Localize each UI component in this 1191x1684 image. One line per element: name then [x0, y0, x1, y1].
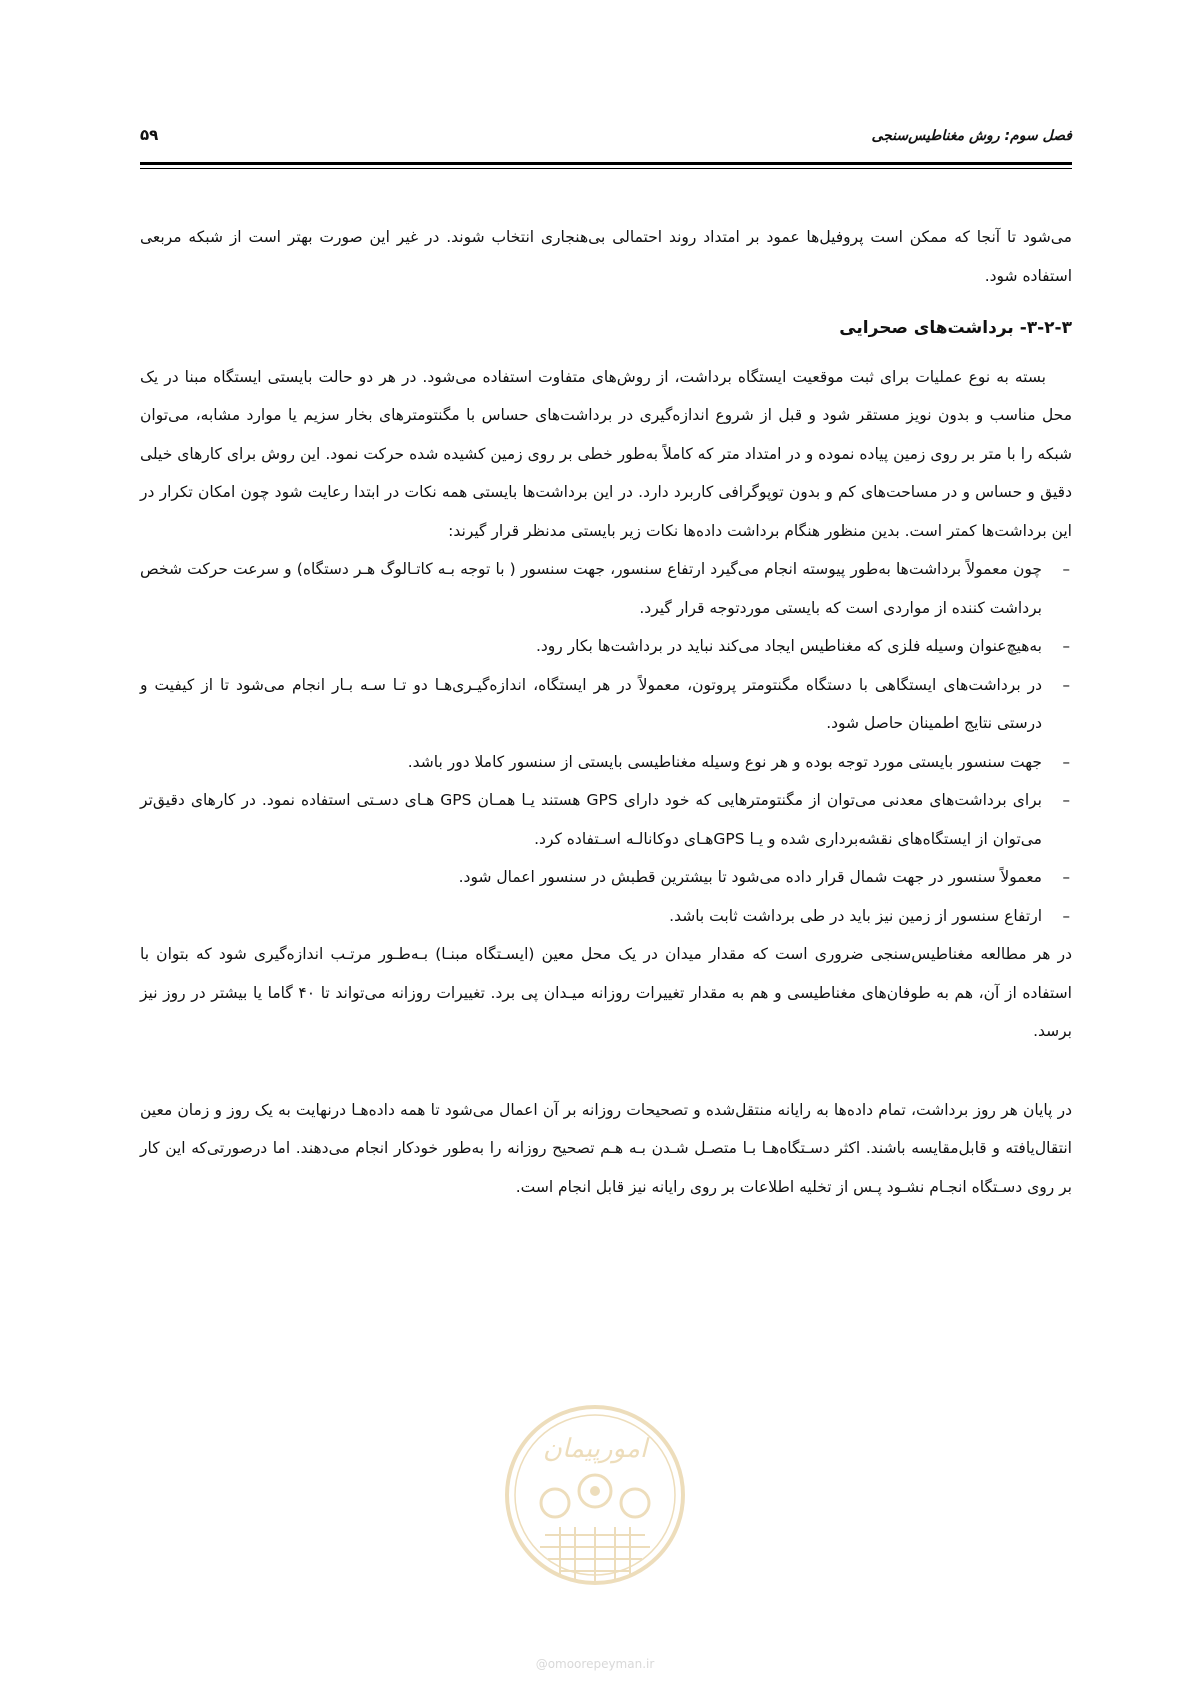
paragraph-continuation: می‌شود تا آنجا که ممکن است پروفیل‌ها عمود بر امتداد روند احتمالی بی‌هنجاری انتخاب شوند. در غیر این صورت بهتر است از شبکه مربعی استفاده شود.	[140, 228, 1072, 285]
bullet-text: ارتفاع سنسور از زمین نیز باید در طی برداشت ثابت باشد.	[669, 906, 1042, 925]
bullet-item	[140, 550, 1070, 627]
bullet-item	[140, 781, 1070, 858]
paragraph-daily-correction: در پایان هر روز برداشت، تمام داده‌ها به رایانه منتقل‌شده و تصحیحات روزانه بر آن اعمال می‌شود تا همه داده‌هـا درنهایت به یک روز و زمان معین انتقال‌یافته و قابل‌مقایسه باشند. اکثر دسـتگاه‌هـا بـا متصـل شـدن بـه هـم تصحیح روزانه را به‌طور خودکار انجام می‌دهند. اما درصورتی‌که این کار بر روی دسـتگاه انجـام نشـود پـس از تخلیه اطلاعات بر روی رایانه نیز قابل انجام است.	[140, 1100, 1072, 1196]
section-heading: ۳-۲-۳- برداشت‌های صحرایی	[839, 318, 1072, 338]
page-header	[140, 128, 1072, 152]
dash-icon: –	[1062, 752, 1070, 771]
watermark-seal-icon	[500, 1395, 690, 1595]
paragraph-spacer	[140, 1051, 1072, 1091]
paragraph-base-station: در هر مطالعه مغناطیس‌سنجی ضروری است که مقدار میدان در یک محل معین (ایسـتگاه مبنـا) بـه‌طـور مرتـب اندازه‌گیری شود که بتوان با استفاده از آن، هم به طوفان‌های مغناطیسی و هم به مقدار تغییرات روزانه میـدان پی برد. تغییرات روزانه می‌تواند تا ۴۰ گاما یا بیشتر در روز نیز برسد.	[140, 945, 1072, 1040]
bullet-item	[140, 627, 1070, 666]
page-number: ۵۹	[140, 126, 159, 144]
dash-icon: –	[1062, 906, 1070, 925]
chapter-title: فصل سوم: روش مغناطیس‌سنجی	[871, 128, 1072, 144]
dash-icon: –	[1062, 868, 1070, 886]
bullet-item	[140, 897, 1070, 936]
bullet-item	[140, 666, 1070, 743]
bullet-text: چون معمولاً برداشت‌ها به‌طور پیوسته انجام می‌گیرد ارتفاع سنسور، جهت سنسور ( با توجه بـه کاتـالوگ هـر دستگاه) و سرعت حرکت شخص برداشت کننده از مواردی است که بایستی موردتوجه قرار گیرد.	[140, 560, 1042, 617]
bullet-text: جهت سنسور بایستی مورد توجه بوده و هر نوع وسیله مغناطیسی بایستی از سنسور کاملا دور باشد.	[407, 752, 1042, 771]
paragraph-field-surveys: بسته به نوع عملیات برای ثبت موقعیت ایستگاه برداشت، از روش‌های متفاوت استفاده می‌شود. در هر دو حالت بایستی ایستگاه مبنا در یک محل مناسب و بدون نویز مستقر شود و قبل از شروع اندازه‌گیری در برداشت‌های حساس با مگنتومترهای بخار سزیم یا موارد مشابه، می‌توان شبکه را با متر بر روی زمین پیاده نموده و در امتداد متر که کاملاً به‌طور خطی بر روی زمین کشیده شده حرکت نمود. این روش برای کارهای خیلی دقیق و حساس و در مساحت‌های کم و بدون توپوگرافی کاربرد دارد. در این برداشت‌ها بایستی همه نکات در ابتدا رعایت شود چون امکان تکرار در این برداشت‌ها کمتر است. بدین منظور هنگام برداشت داده‌ها نکات زیر بایستی مدنظر قرار گیرند:	[140, 367, 1072, 540]
bullet-text: در برداشت‌های ایستگاهی با دستگاه مگنتومتر پروتون، معمولاً در هر ایستگاه، اندازه‌گیـری‌هـا دو تـا سـه بـار انجام می‌شود تا از کیفیت و درستی نتایج اطمینان حاصل شود.	[140, 675, 1042, 732]
bullet-item	[140, 858, 1070, 897]
body-content	[140, 218, 1072, 1206]
watermark-logo-text: امورپیمان	[542, 1434, 648, 1464]
bullet-text: معمولاً سنسور در جهت شمال قرار داده می‌شود تا بیشترین قطبش در سنسور اعمال شود.	[458, 868, 1042, 886]
dash-icon: –	[1062, 675, 1070, 694]
watermark-logo	[500, 1395, 690, 1671]
watermark-site: @omoorepeyman.ir	[535, 1657, 655, 1671]
bullet-item	[140, 743, 1070, 782]
bullet-text: برای برداشت‌های معدنی می‌توان از مگنتومترهایی که خود دارای GPS هستند یـا همـان GPS هـای دسـتی استفاده نمود. در کارهای دقیق‌تر می‌توان از ایستگاه‌های نقشه‌برداری شده و یـا GPSهـای دوکانالـه اسـتفاده کرد.	[140, 791, 1042, 848]
dash-icon: –	[1062, 560, 1070, 578]
header-rule-thick	[140, 162, 1072, 165]
bullet-list	[140, 550, 1072, 935]
dash-icon: –	[1062, 637, 1070, 655]
dash-icon: –	[1062, 791, 1070, 809]
header-rule-thin	[140, 168, 1072, 169]
bullet-text: به‌هیچ‌عنوان وسیله فلزی که مغناطیس ایجاد می‌کند نباید در برداشت‌ها بکار رود.	[535, 637, 1042, 655]
